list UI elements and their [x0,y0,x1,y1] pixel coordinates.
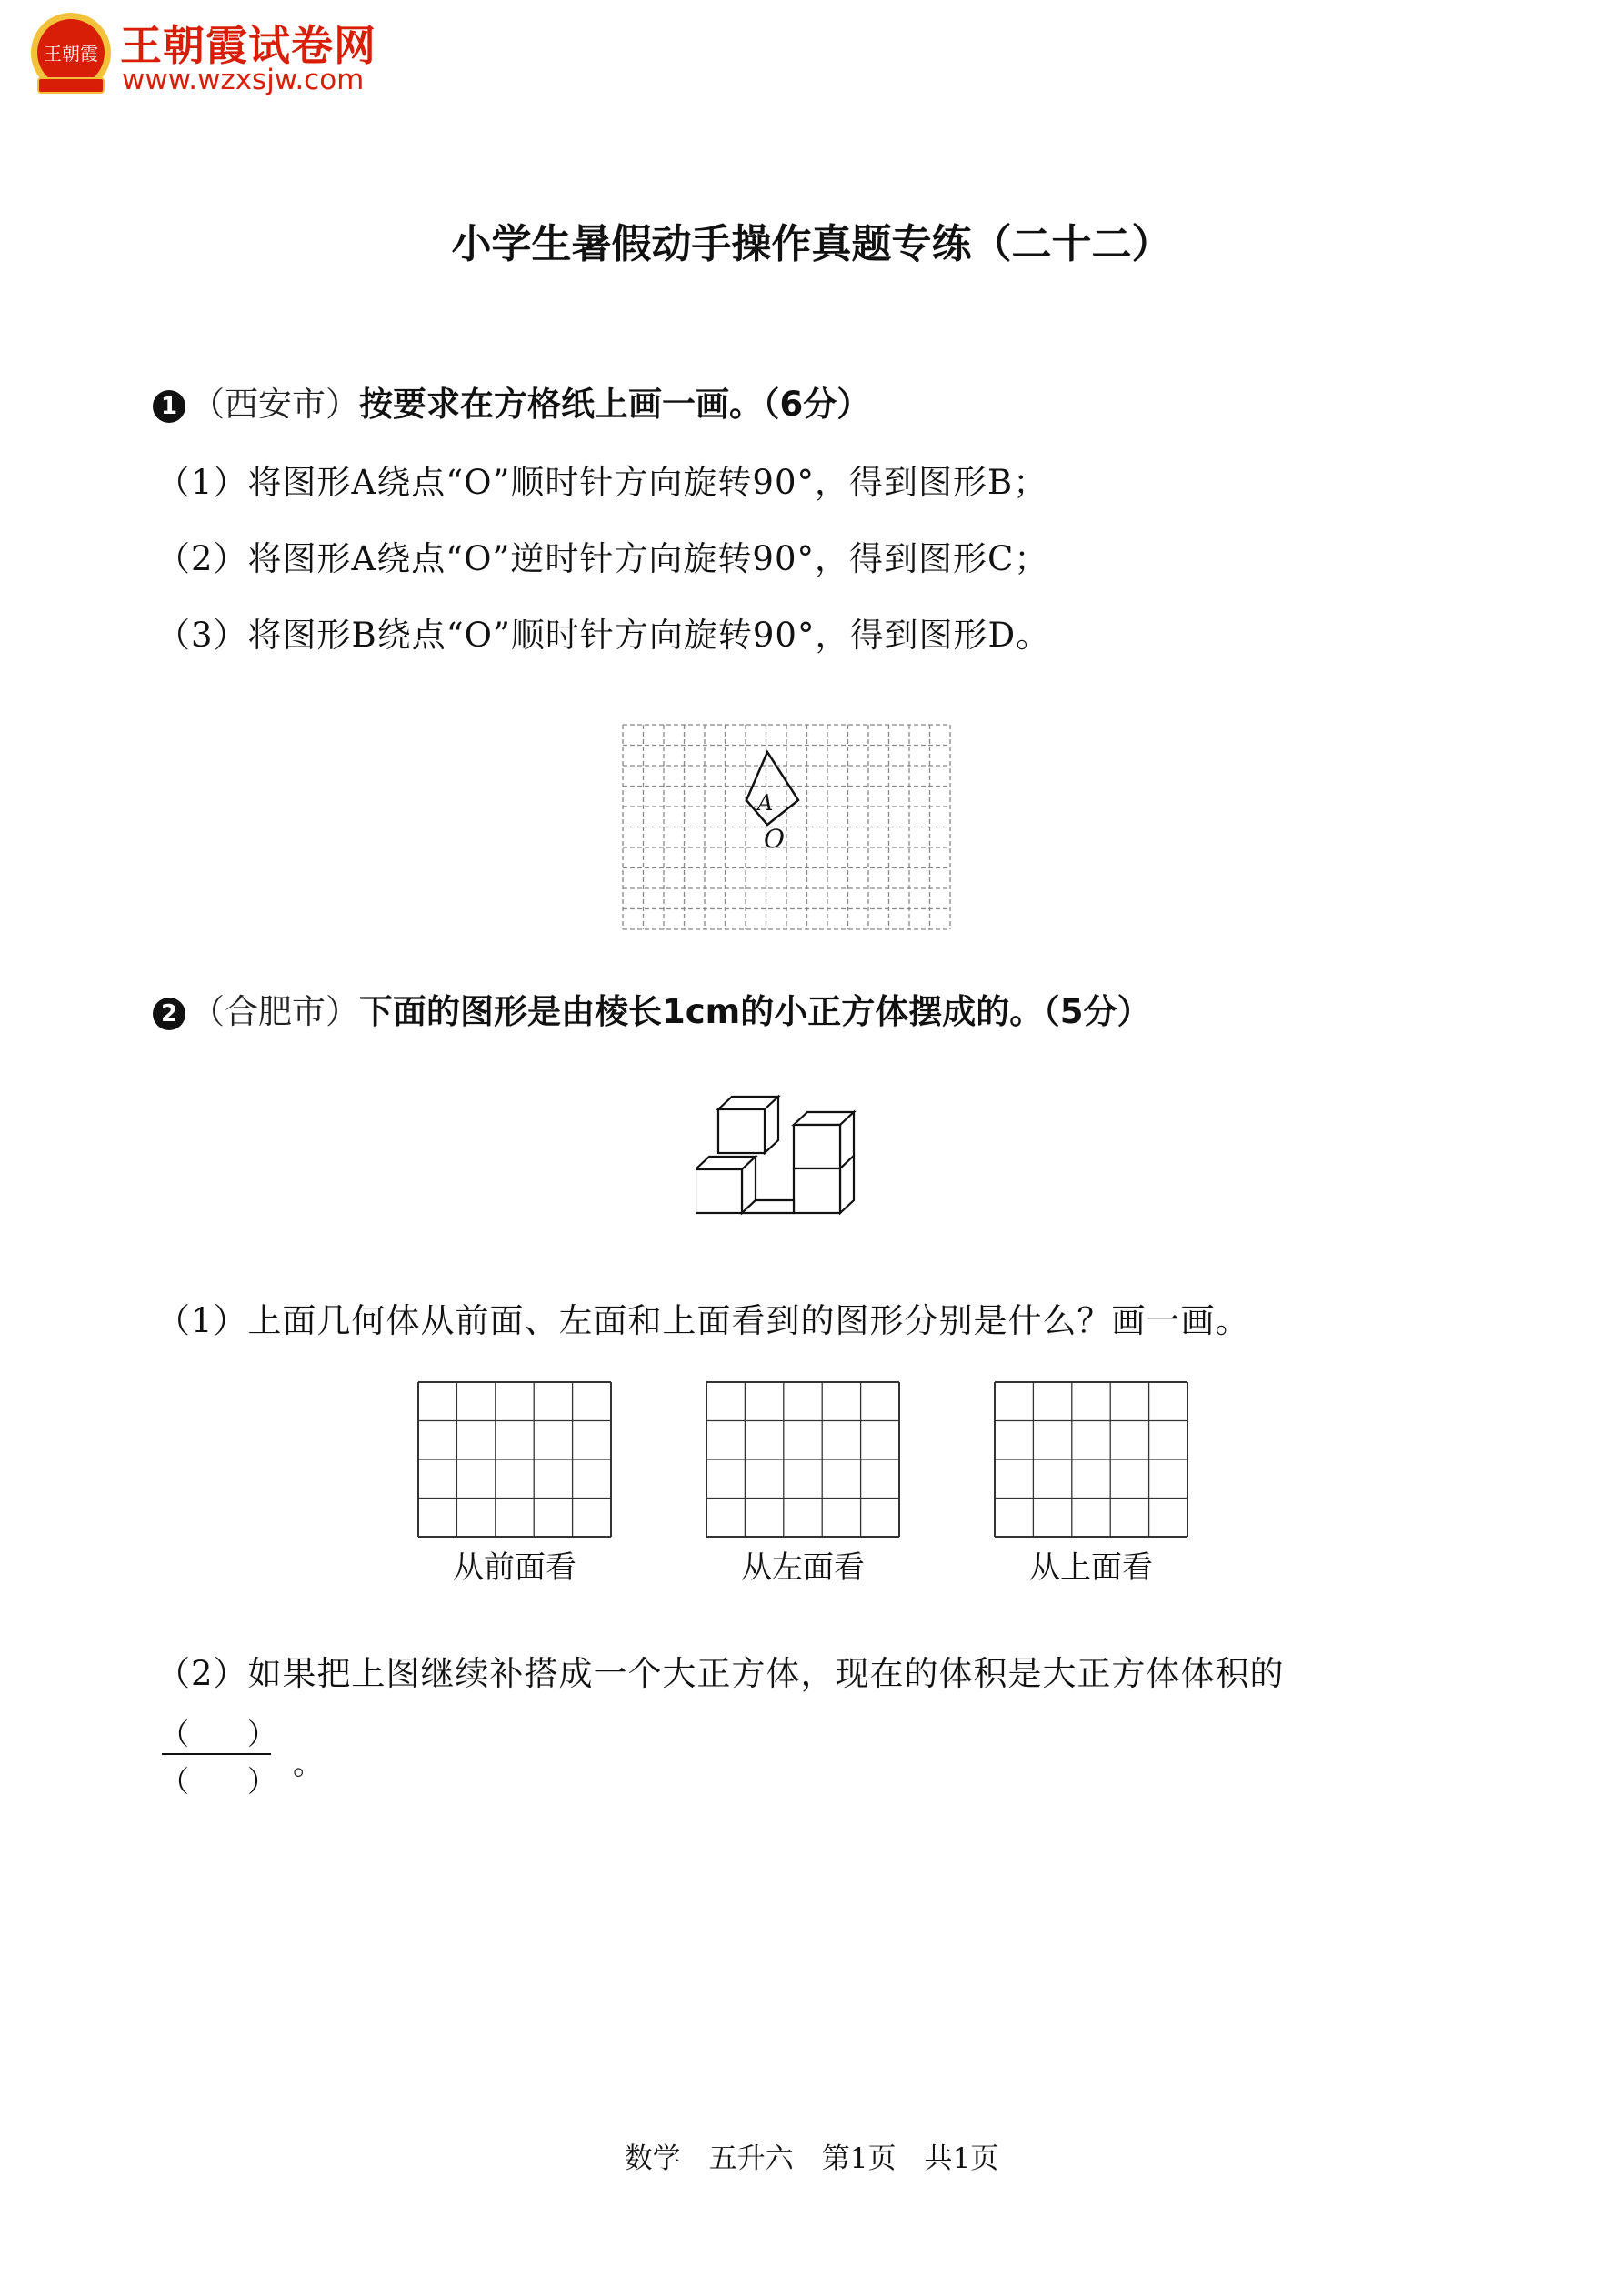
point-o-label: O [764,824,785,854]
square-grid-paper[interactable] [618,723,957,932]
fraction-denominator-blank[interactable]: （ ） [160,1764,277,1799]
question-1-sub-3: （3）将图形B绕点“O”顺时针方向旋转90°，得到图形D。 [156,616,1051,655]
sentence-end-mark: 。 [293,1746,324,1782]
fraction-numerator-blank[interactable]: （ ） [160,1717,277,1751]
view-caption-front: 从前面看 [453,1549,576,1586]
question-2-sub-1: （1）上面几何体从前面、左面和上面看到的图形分别是什么？画一画。 [156,1301,1250,1340]
question-source: （西安市） [191,385,359,424]
question-text: 按要求在方格纸上画一画。（6分） [359,385,871,424]
shape-a-label: A [757,790,774,816]
view-caption-left: 从左面看 [741,1549,865,1586]
brand-logo [25,9,116,100]
fraction-bar [162,1753,271,1755]
view-grid-front[interactable] [416,1380,613,1539]
brand-name: 王朝霞试卷网 [120,21,376,70]
question-1-sub-2: （2）将图形A绕点“O”逆时针方向旋转90°，得到图形C； [156,539,1049,578]
question-text: 下面的图形是由棱长1cm的小正方体摆成的。（5分） [359,992,1151,1031]
question-1-heading [153,376,870,426]
svg-text:王朝霞: 王朝霞 [44,43,98,65]
question-source: （合肥市） [191,992,359,1031]
view-caption-top: 从上面看 [1029,1549,1153,1586]
brand-url[interactable]: www.wzxsjw.com [122,64,365,96]
question-1-sub-1: （1）将图形A绕点“O”顺时针方向旋转90°，得到图形B； [156,463,1048,502]
page-title: 小学生暑假动手操作真题专练（二十二） [451,221,1172,267]
question-number-badge: 2 [153,998,185,1030]
page-footer: 数学 五升六 第1页 共1页 [624,2142,999,2175]
question-2-sub-2: （2）如果把上图继续补搭成一个大正方体，现在的体积是大正方体体积的 [156,1654,1285,1693]
question-2-heading [153,984,1150,1033]
view-grid-left[interactable] [705,1380,901,1539]
view-grid-top[interactable] [993,1380,1189,1539]
cube-stack-figure [696,1091,887,1241]
question-number-badge: 1 [153,390,185,423]
